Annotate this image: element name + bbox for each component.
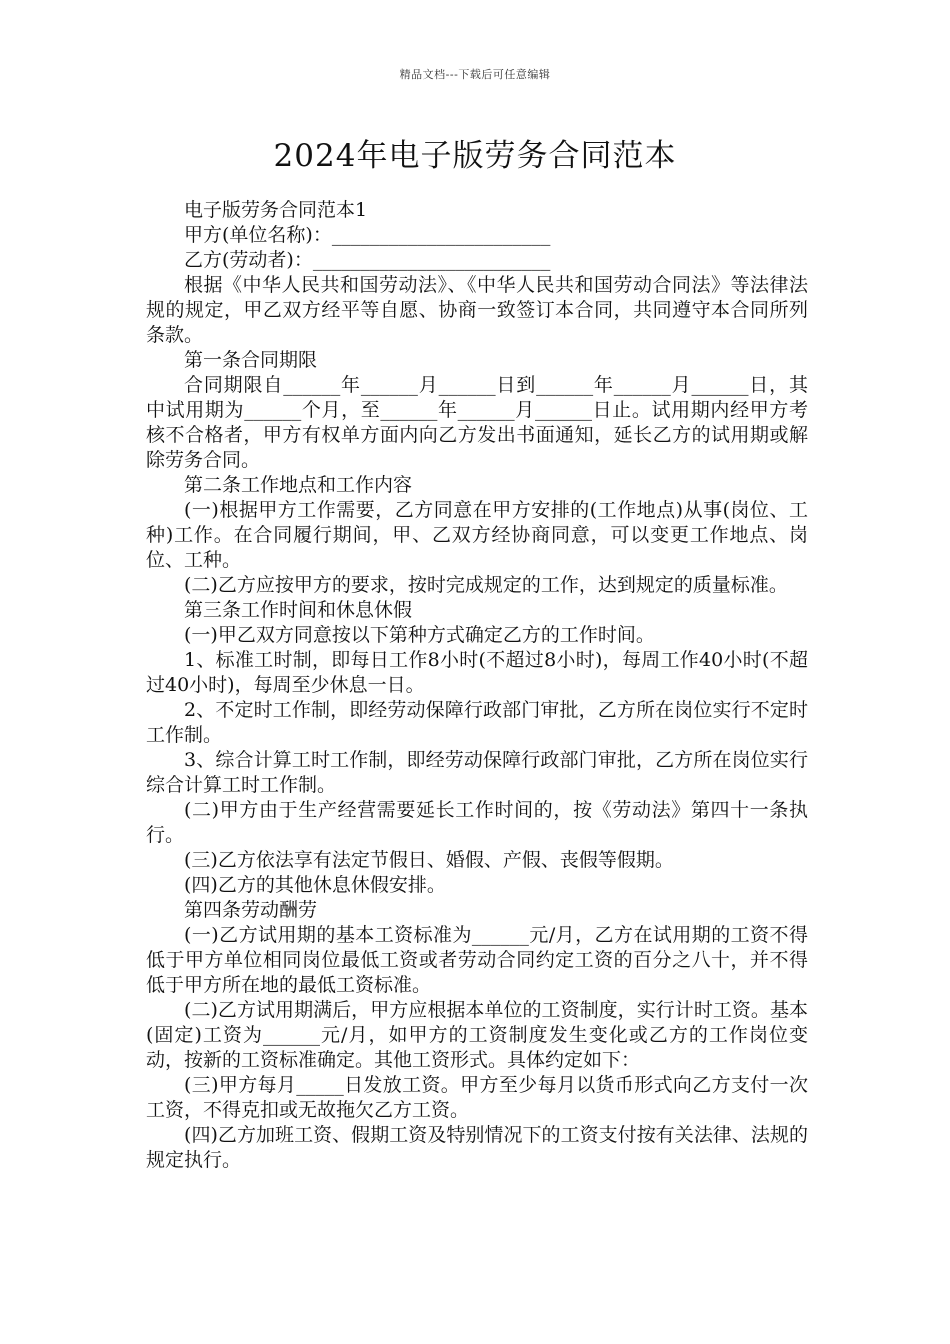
preamble-paragraph: 根据《中华人民共和国劳动法》、《中华人民共和国劳动合同法》等法律法规的规定，甲乙双方经平等自愿、协商一致签订本合同，共同遵守本合同所列条款。 (146, 274, 808, 346)
article-4-clause-1: (一)乙方试用期的基本工资标准为______元/月，乙方在试用期的工资不得低于甲方单位相同岗位最低工资或者劳动合同约定工资的百分之八十，并不得低于甲方所在地的最低工资标准。 (146, 924, 808, 996)
article-4-clause-3: (三)甲方每月_____日发放工资。甲方至少每月以货币形式向乙方支付一次工资，不得克扣或无故拖欠乙方工资。 (146, 1074, 808, 1121)
article-3-clause-2: (二)甲方由于生产经营需要延长工作时间的，按《劳动法》第四十一条执行。 (146, 799, 808, 846)
article-3-heading: 第三条工作时间和休息休假 (184, 599, 413, 621)
article-3-clause-1: (一)甲乙双方同意按以下第种方式确定乙方的工作时间。 (184, 624, 655, 646)
document-body (146, 198, 808, 1173)
party-b-line: 乙方(劳动者)：_________________________ (184, 249, 551, 271)
article-3-option-3: 3、综合计算工时工作制，即经劳动保障行政部门审批，乙方所在岗位实行综合计算工时工作制。 (146, 749, 808, 796)
page-header-note: 精品文档---下载后可任意编辑 (399, 68, 551, 81)
article-2-clause-2: (二)乙方应按甲方的要求，按时完成规定的工作，达到规定的质量标准。 (184, 574, 788, 596)
party-a-line: 甲方(单位名称)：_______________________ (184, 224, 551, 246)
article-3-clause-4: (四)乙方的其他休息休假安排。 (184, 874, 446, 896)
article-1-paragraph: 合同期限自______年______月______日到______年______月______日，其中试用期为______个月，至______年______月______日止。试用期内经甲方考核不合格者，甲方有权单方面内向乙方发出书面通知，延长乙方的试用期或解除劳务合同。 (146, 374, 808, 471)
article-3-clause-3: (三)乙方依法享有法定节假日、婚假、产假、丧假等假期。 (184, 849, 674, 871)
article-4-clause-2: (二)乙方试用期满后，甲方应根据本单位的工资制度，实行计时工资。基本(固定)工资为______元/月，如甲方的工资制度发生变化或乙方的工作岗位变动，按新的工资标准确定。其他工资形式。具体约定如下： (146, 999, 808, 1071)
article-4-clause-4: (四)乙方加班工资、假期工资及特别情况下的工资支付按有关法律、法规的规定执行。 (146, 1124, 808, 1171)
article-1-heading: 第一条合同期限 (184, 349, 318, 371)
article-4-heading: 第四条劳动酬劳 (184, 899, 318, 921)
document-title: 2024年电子版劳务合同范本 (273, 138, 677, 174)
article-2-heading: 第二条工作地点和工作内容 (184, 474, 413, 496)
section-heading: 电子版劳务合同范本1 (184, 199, 368, 221)
article-3-option-1: 1、标准工时制，即每日工作8小时(不超过8小时)，每周工作40小时(不超过40小时)，每周至少休息一日。 (146, 649, 808, 696)
article-2-clause-1: (一)根据甲方工作需要，乙方同意在甲方安排的(工作地点)从事(岗位、工种)工作。在合同履行期间，甲、乙双方经协商同意，可以变更工作地点、岗位、工种。 (146, 499, 808, 571)
article-3-option-2: 2、不定时工作制，即经劳动保障行政部门审批，乙方所在岗位实行不定时工作制。 (146, 699, 808, 746)
